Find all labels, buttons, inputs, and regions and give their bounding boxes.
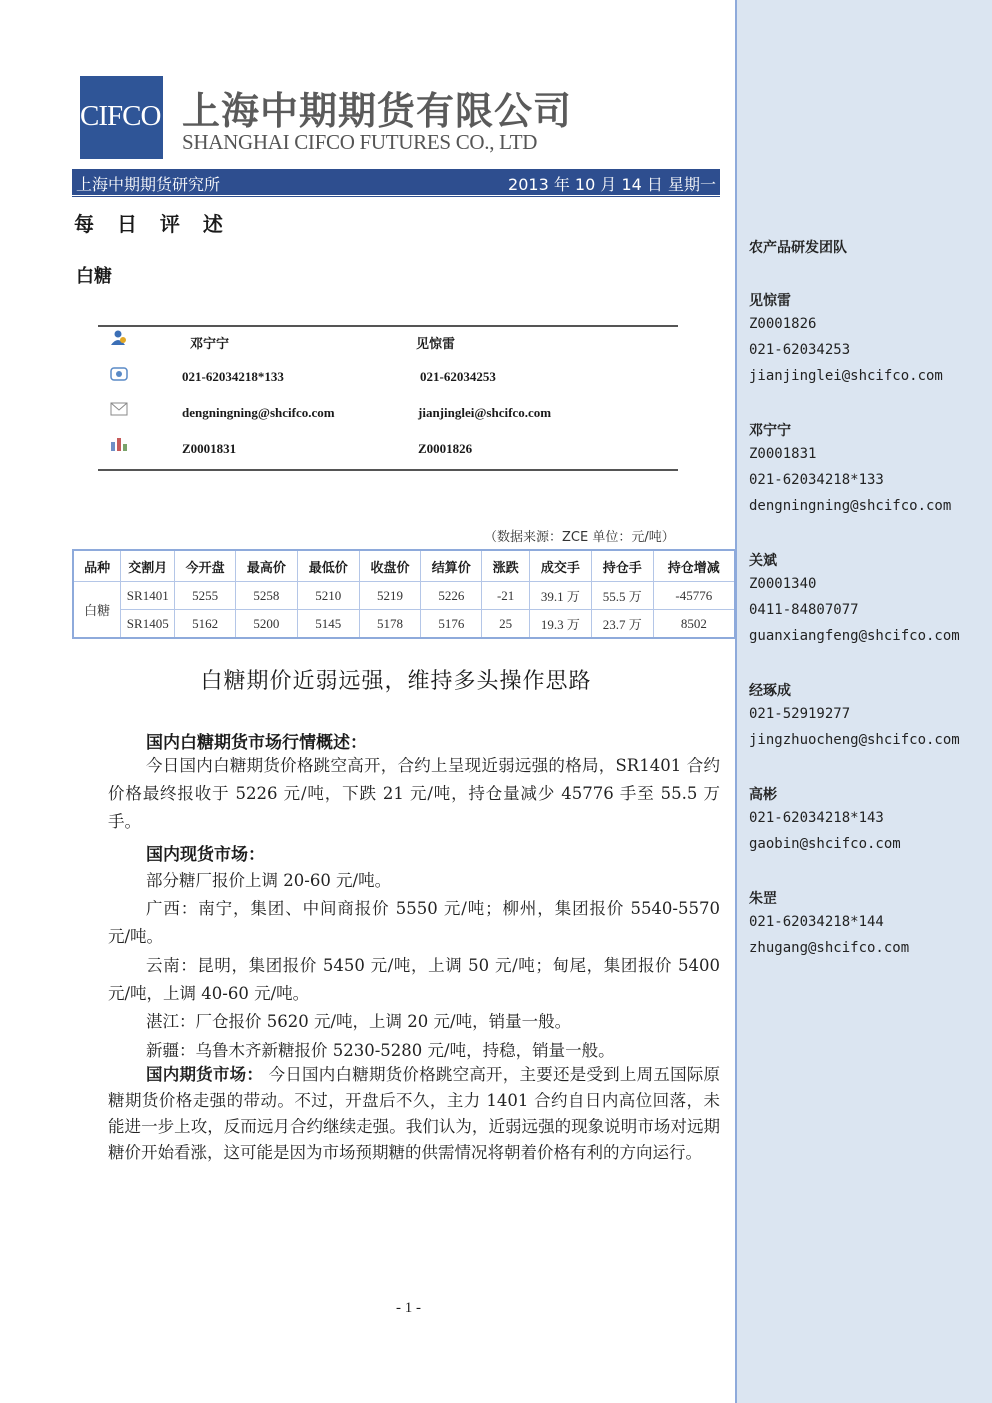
- section-spot-market: 国内现货市场：: [146, 845, 265, 865]
- col-header: 结算价: [421, 550, 482, 582]
- contact1-email: dengningning@shcifco.com: [182, 405, 335, 420]
- team-title: 农产品研发团队: [749, 240, 847, 256]
- product-cell: 白糖: [73, 582, 121, 639]
- table-cell: 5200: [236, 610, 298, 639]
- section-heading: 每 日 评 述: [74, 212, 231, 236]
- contact1-id: Z0001831: [182, 441, 237, 456]
- mail-icon: [110, 401, 128, 417]
- table-cell: SR1401: [121, 582, 175, 610]
- contact2-id: Z0001826: [418, 441, 473, 456]
- header-divider: [72, 196, 720, 197]
- article-title: 白糖期价近弱远强，维持多头操作思路: [200, 669, 592, 694]
- member-detail: 021-62034253: [749, 342, 851, 358]
- paragraph-futures-market: [108, 1062, 720, 1166]
- col-header: 交割月: [121, 550, 175, 582]
- paragraph-guangxi: 广西：南宁，集团、中间商报价 5550 元/吨；柳州，集团报价 5540-5570 元/吨。: [108, 899, 720, 946]
- commodity-heading: 白糖: [76, 266, 112, 287]
- table-cell: 5176: [421, 610, 482, 639]
- table-cell: 23.7 万: [591, 610, 653, 639]
- table-cell: 5226: [421, 582, 482, 610]
- report-date: 2013 年 10 月 14 日 星期一: [508, 175, 716, 194]
- col-header: 收盘价: [359, 550, 421, 582]
- contact2-email: jianjinglei@shcifco.com: [418, 405, 552, 420]
- member-detail: 021-62034218*144: [749, 914, 884, 930]
- member-detail: Z0001831: [749, 446, 817, 462]
- table-cell: SR1405: [121, 610, 175, 639]
- company-logo-mark: CIFCO: [80, 76, 163, 159]
- table-cell: 8502: [653, 610, 735, 639]
- table-cell: 25: [482, 610, 530, 639]
- table-cell: 19.3 万: [530, 610, 592, 639]
- member-detail: Z0001826: [749, 316, 817, 332]
- phone-icon: [110, 366, 128, 382]
- table-cell: -45776: [653, 582, 735, 610]
- section-futures-market: 国内期货市场：: [146, 1065, 264, 1084]
- col-header: 最低价: [297, 550, 359, 582]
- table-cell: 39.1 万: [530, 582, 592, 610]
- header-bar: [72, 169, 720, 195]
- table-cell: 5210: [297, 582, 359, 610]
- data-source-note: （数据来源：ZCE 单位：元/吨）: [484, 530, 675, 545]
- col-header: 今开盘: [175, 550, 236, 582]
- col-header: 涨跌: [482, 550, 530, 582]
- paragraph-overview: 今日国内白糖期货价格跳空高开，合约上呈现近弱远强的格局，SR1401 合约价格最终报收于 5226 元/吨，下跌 21 元/吨，持仓量减少 45776 手至 55.5 万手。: [108, 756, 720, 831]
- paragraph-xinjiang: 新疆：乌鲁木齐新糖报价 5230-5280 元/吨，持稳，销量一般。: [146, 1041, 615, 1060]
- member-detail: zhugang@shcifco.com: [749, 940, 910, 956]
- member-name: 邓宁宁: [749, 423, 791, 439]
- license-icon: [110, 436, 128, 452]
- research-team-sidebar: [735, 0, 992, 1403]
- table-cell: 5255: [175, 582, 236, 610]
- table-cell: -21: [482, 582, 530, 610]
- paragraph-futures-text: 今日国内白糖期货价格跳空高开，主要还是受到上周五国际原糖期货价格走强的带动。不过，开盘后不久，主力 1401 合约自日内高位回落，未能进一步上攻，反而远月合约继续走强。我们认为，近弱远强的现象说明市场对远期糖价开始看涨，这可能是因为市场预期糖的供需情况将朝着价格有利的方向运行。: [108, 1065, 721, 1162]
- institute-name: 上海中期期货研究所: [76, 175, 221, 194]
- contact2-phone: 021-62034253: [420, 369, 496, 384]
- table-cell: 5162: [175, 610, 236, 639]
- member-detail: jingzhuocheng@shcifco.com: [749, 732, 960, 748]
- section-domestic-overview: 国内白糖期货市场行情概述：: [146, 733, 367, 753]
- member-name: 见惊雷: [749, 293, 791, 309]
- table-cell: 55.5 万: [591, 582, 653, 610]
- table-header-row: [73, 550, 735, 582]
- table-cell: 5219: [359, 582, 421, 610]
- member-detail: dengningning@shcifco.com: [749, 498, 952, 514]
- member-name: 关斌: [749, 553, 777, 569]
- paragraph-zhanjiang: 湛江：厂仓报价 5620 元/吨，上调 20 元/吨，销量一般。: [146, 1012, 572, 1031]
- contact-bottom-rule: [98, 469, 678, 471]
- col-header: 成交手: [530, 550, 592, 582]
- contact2-name: 见惊雷: [416, 336, 456, 351]
- member-detail: Z0001340: [749, 576, 817, 592]
- member-detail: guanxiangfeng@shcifco.com: [749, 628, 960, 644]
- member-detail: 021-62034218*143: [749, 810, 884, 826]
- col-header: 最高价: [236, 550, 298, 582]
- paragraph-yunnan: 云南：昆明，集团报价 5450 元/吨，上调 50 元/吨；甸尾，集团报价 5400 元/吨，上调 40-60 元/吨。: [108, 956, 720, 1003]
- col-header: 持仓手: [591, 550, 653, 582]
- member-detail: 021-52919277: [749, 706, 851, 722]
- col-header: 品种: [73, 550, 121, 582]
- table-cell: 5258: [236, 582, 298, 610]
- company-name-en: SHANGHAI CIFCO FUTURES CO., LTD: [182, 130, 538, 154]
- member-detail: 021-62034218*133: [749, 472, 884, 488]
- table-row: [73, 582, 735, 610]
- contact1-name: 邓宁宁: [190, 336, 230, 351]
- member-detail: 0411-84807077: [749, 602, 859, 618]
- contact1-phone: 021-62034218*133: [182, 369, 284, 384]
- company-name-cn: 上海中期期货有限公司: [182, 89, 573, 133]
- member-name: 经琢成: [749, 683, 791, 699]
- person-icon: [110, 330, 128, 346]
- member-detail: gaobin@shcifco.com: [749, 836, 901, 852]
- table-cell: 5145: [297, 610, 359, 639]
- page-number: - 1 -: [396, 1300, 421, 1316]
- table-row: [73, 610, 735, 639]
- member-detail: jianjinglei@shcifco.com: [749, 368, 943, 384]
- member-name: 高彬: [749, 787, 777, 803]
- futures-table: [72, 549, 736, 639]
- paragraph-spot-general: 部分糖厂报价上调 20-60 元/吨。: [146, 871, 392, 890]
- table-cell: 5178: [359, 610, 421, 639]
- col-header: 持仓增减: [653, 550, 735, 582]
- member-name: 朱罡: [749, 891, 777, 907]
- contact-top-rule: [98, 325, 678, 327]
